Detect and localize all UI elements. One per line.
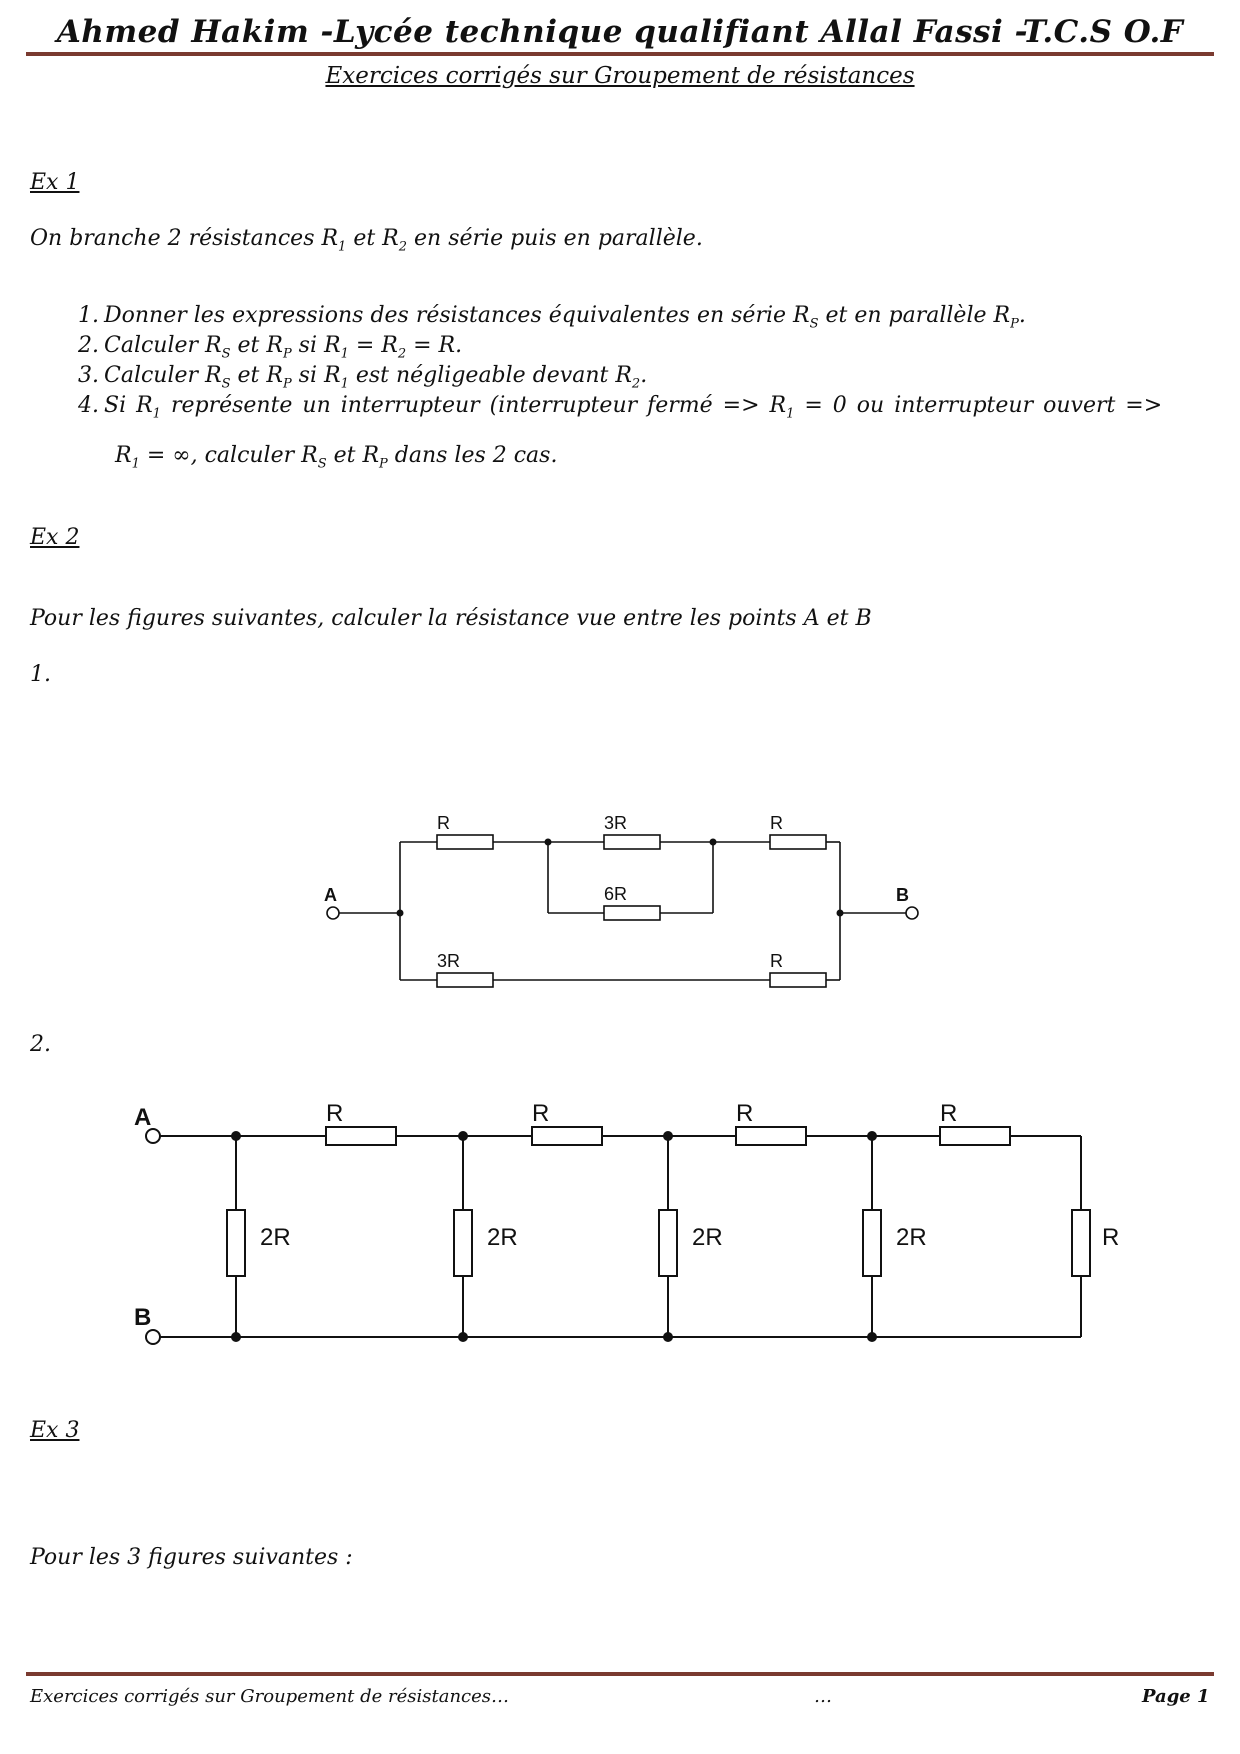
fig1-label-top-1: R [437, 813, 450, 833]
ex3-heading: Ex 3 [30, 1418, 80, 1443]
ex2-figure-2-circuit [120, 1090, 1130, 1350]
resistor-top-1 [437, 835, 493, 849]
header-rule [26, 52, 1214, 56]
ex1-item-4-continued: $R_1$ = ∞, calculer $R_S$ et $R_P$ dans les 2 cas. [115, 443, 558, 472]
fig2-shunt-label-5: R [1102, 1224, 1120, 1251]
fig2-shunt-label-2: 2R [487, 1224, 518, 1251]
ex1-item-2: 2. Calculer $R_S$ et $R_P$ si $R_1 = R_2 = R$. [78, 333, 463, 362]
fig1-terminal-b: B [896, 885, 909, 905]
resistor-bottom-2 [770, 973, 826, 987]
ex3-intro: Pour les 3 figures suivantes : [30, 1545, 353, 1570]
series-resistor-4 [940, 1127, 1010, 1145]
series-resistor-3 [736, 1127, 806, 1145]
series-resistor-2 [532, 1127, 602, 1145]
resistor-top-2 [604, 835, 660, 849]
resistor-inner [604, 906, 660, 920]
fig2-series-label-1: R [326, 1100, 344, 1127]
page-subtitle: Exercices corrigés sur Groupement de résistances [325, 63, 915, 89]
shunt-resistor-1 [227, 1210, 245, 1276]
resistor-bottom-1 [437, 973, 493, 987]
fig2-terminal-a: A [134, 1104, 152, 1131]
series-resistor-1 [326, 1127, 396, 1145]
fig2-series-label-2: R [532, 1100, 550, 1127]
fig2-series-label-4: R [940, 1100, 958, 1127]
resistor-top-3 [770, 835, 826, 849]
fig1-label-bottom-2: R [770, 951, 783, 971]
fig2-series-label-3: R [736, 1100, 754, 1127]
ex2-figure-1-label: 1. [30, 662, 51, 687]
shunt-resistor-4 [863, 1210, 881, 1276]
fig1-label-inner: 6R [604, 884, 628, 904]
ex1-heading: Ex 1 [30, 170, 80, 195]
fig2-terminal-b: B [134, 1304, 152, 1331]
ex2-heading: Ex 2 [30, 525, 80, 550]
fig1-label-top-2: 3R [604, 813, 628, 833]
ex1-item-1: 1. Donner les expressions des résistances équivalentes en série $R_S$ et en parallèle $R_P$. [78, 303, 1026, 332]
terminal-a-node [327, 907, 339, 919]
footer-left: Exercices corrigés sur Groupement de résistances… [30, 1686, 510, 1707]
page-header-title: Ahmed Hakim -Lycée technique qualifiant Allal Fassi -T.C.S O.F [56, 14, 1184, 50]
footer-page-number: Page 1 [1142, 1686, 1210, 1707]
fig1-label-top-3: R [770, 813, 783, 833]
shunt-resistor-3 [659, 1210, 677, 1276]
ex1-intro: On branche 2 résistances $R_1$ et $R_2$ en série puis en parallèle. [30, 226, 703, 255]
terminal-b-node [906, 907, 918, 919]
ex2-figure-2-label: 2. [30, 1032, 51, 1057]
footer-center: … [814, 1686, 832, 1707]
shunt-resistor-2 [454, 1210, 472, 1276]
ex1-item-4: 4. Si $R_1$ représente un interrupteur (interrupteur fermé => $R_1 = 0$ ou interrupteur ouvert => [78, 393, 1163, 422]
fig2-shunt-label-4: 2R [896, 1224, 927, 1251]
fig2-shunt-label-1: 2R [260, 1224, 291, 1251]
footer-rule [26, 1672, 1214, 1676]
fig1-terminal-a: A [324, 885, 337, 905]
ex2-figure-1-circuit [300, 800, 940, 1000]
fig2-shunt-label-3: 2R [692, 1224, 723, 1251]
fig1-label-bottom-1: 3R [437, 951, 461, 971]
ex1-item-3: 3. Calculer $R_S$ et $R_P$ si $R_1$ est négligeable devant $R_2$. [78, 363, 648, 392]
shunt-resistor-5 [1072, 1210, 1090, 1276]
ex2-intro: Pour les figures suivantes, calculer la résistance vue entre les points A et B [30, 606, 872, 631]
